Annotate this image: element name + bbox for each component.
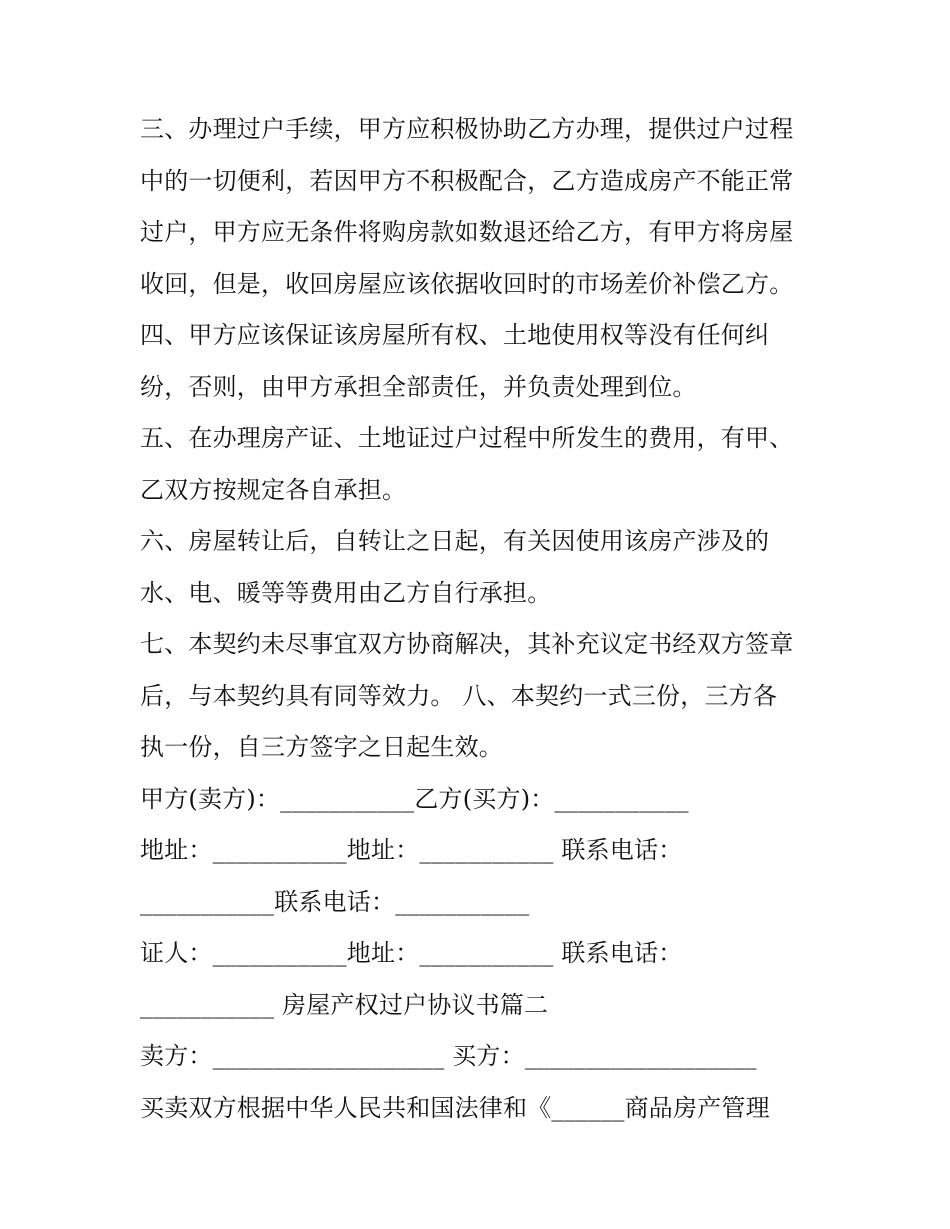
- clause-7-line-2: 后，与本契约具有同等效力。 八、本契约一式三份，三方各: [140, 681, 778, 710]
- seller-buyer-line: 卖方：___________________ 买方：___________________: [140, 1042, 757, 1070]
- clause-4-line-1: 四、甲方应该保证该房屋所有权、土地使用权等没有任何纠: [140, 321, 770, 349]
- clause-7-line-1: 七、本契约未尽事宜双方协商解决，其补充议定书经双方签章: [140, 630, 794, 658]
- document-page: [140, 104, 820, 1134]
- clause-3-line-2: 中的一切便利，若因甲方不积极配合，乙方造成房产不能正常: [140, 166, 794, 195]
- clause-5-line-2: 乙双方按规定各自承担。: [140, 475, 407, 504]
- clause-5-line-1: 五、在办理房产证、土地证过户过程中所发生的费用，有甲、: [140, 424, 794, 452]
- clause-4-line-2: 纷，否则，由甲方承担全部责任，并负责处理到位。: [140, 372, 697, 401]
- clause-3-line-3: 过户，甲方应无条件将购房款如数退还给乙方，有甲方将房屋: [140, 218, 794, 246]
- clause-8-line: 执一份，自三方签字之日起生效。: [140, 733, 503, 761]
- section-title-line: ___________ 房屋产权过户协议书篇二: [140, 990, 549, 1019]
- clause-3-line-1: 三、办理过户手续，甲方应积极协助乙方办理，提供过户过程: [140, 115, 794, 143]
- phone-line: ___________联系电话：___________: [140, 887, 530, 916]
- agreement-intro-line: 买卖双方根据中华人民共和国法律和《______商品房产管理: [140, 1093, 770, 1122]
- address-line: 地址：___________地址：___________ 联系电话：: [140, 836, 683, 864]
- witness-line: 证人：___________地址：___________ 联系电话：: [140, 939, 683, 967]
- clause-6-line-2: 水、电、暖等等费用由乙方自行承担。: [140, 578, 552, 607]
- party-signature-line: 甲方(卖方)：___________乙方(买方)：___________: [140, 784, 689, 813]
- clause-3-line-4: 收回，但是，收回房屋应该依据收回时的市场差价补偿乙方。: [140, 269, 794, 298]
- clause-6-line-1: 六、房屋转让后，自转让之日起，有关因使用该房产涉及的: [140, 527, 770, 555]
